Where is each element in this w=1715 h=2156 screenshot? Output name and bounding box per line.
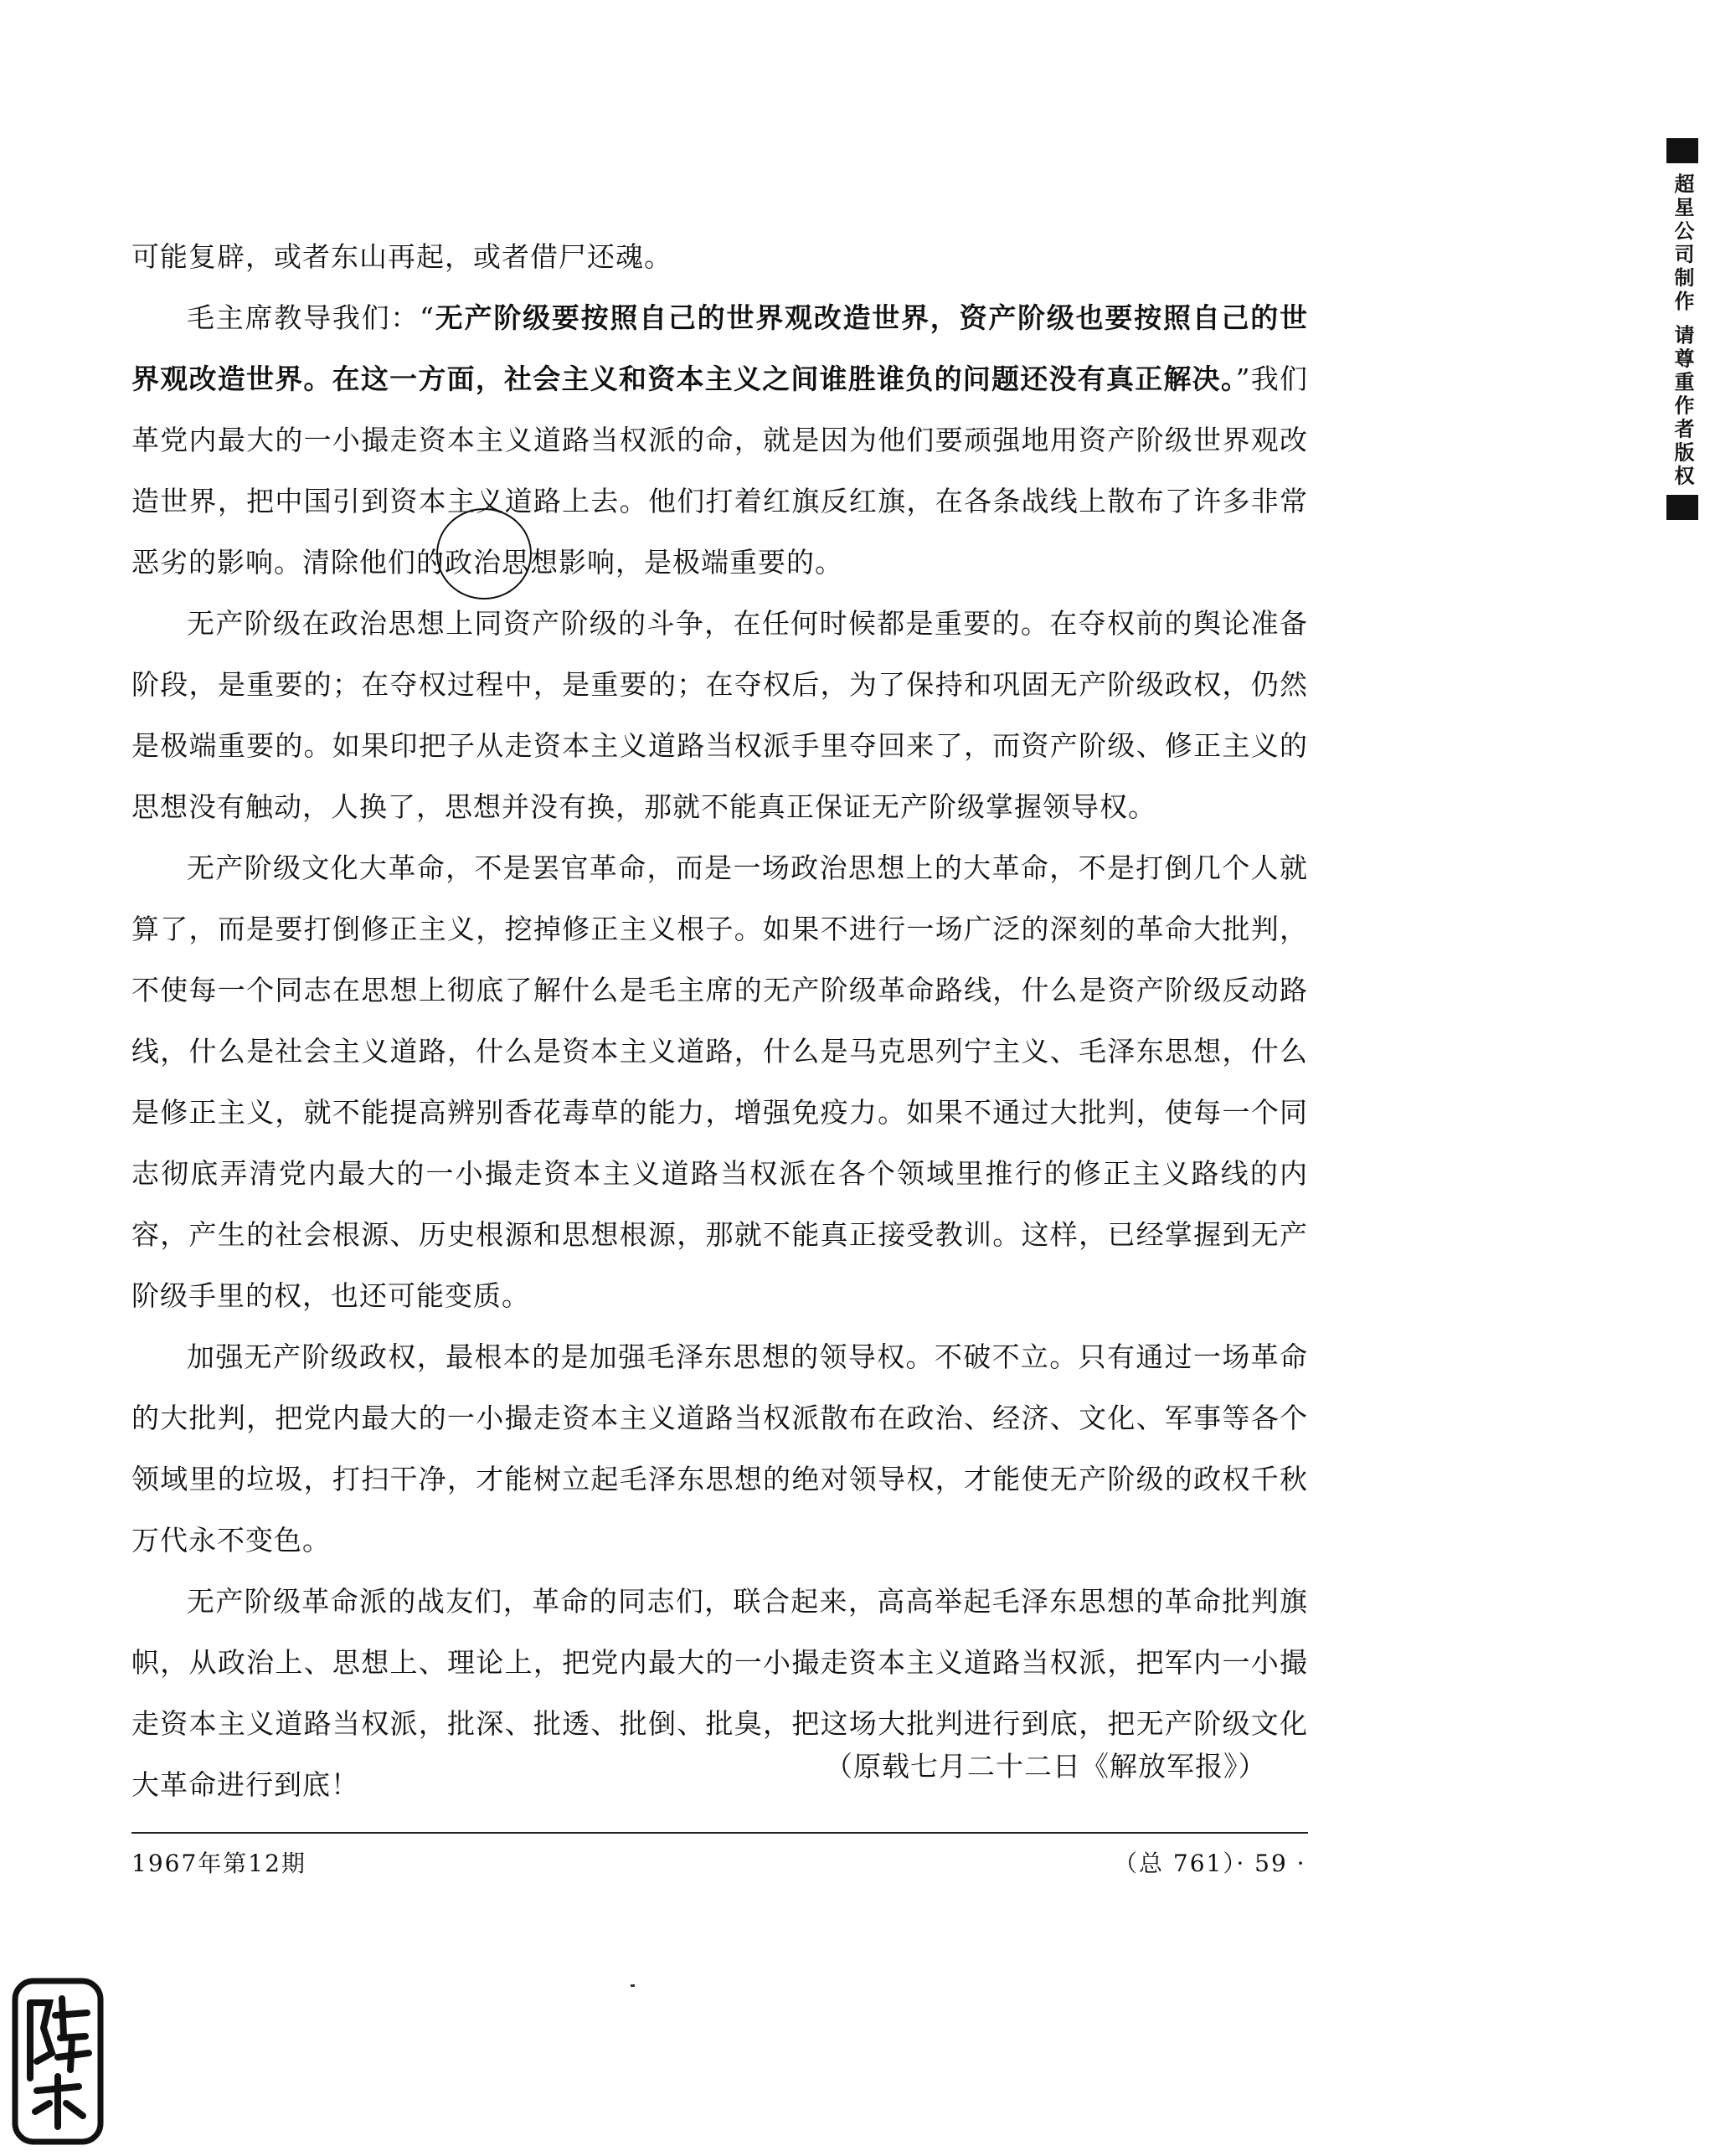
watermark-block-bottom — [1666, 495, 1698, 520]
paragraph: 加强无产阶级政权，最根本的是加强毛泽东思想的领导权。不破不立。只有通过一场革命的大批判，把党内最大的一小撮走资本主义道路当权派散布在政治、经济、文化、军事等各个领域里的垃圾，打扫干净，才能树立起毛泽东思想的绝对领导权，才能使无产阶级的政权千秋万代永不变色。 — [131, 1340, 1308, 1557]
source-note: （原载七月二十二日《解放军报》） — [825, 1750, 1267, 1783]
footer-issue: 1967年第12期 — [131, 1850, 306, 1877]
quote-rest: ”我们革党内最大的一小撮走资本主义道路当权派的命，就是因为他们要顽强地用资产阶级世界观改造世界，把中国引到资本主义道路上去。他们打着红旗反红旗，在各条战线上散布了许多非常恶劣的影响。清除他们的政治思想影响，是极端重要的。 — [131, 363, 1308, 579]
article-body — [131, 226, 1308, 1815]
paragraph: 无产阶级革命派的战友们，革命的同志们，联合起来，高高举起毛泽东思想的革命批判旗帜，从政治上、思想上、理论上，把党内最大的一小撮走资本主义道路当权派，把军内一小撮走资本主义道路当权派，批深、批透、批倒、批臭，把这场大批判进行到底，把无产阶级文化大革命进行到底！ — [131, 1585, 1308, 1801]
watermark-block-top — [1666, 138, 1698, 163]
paragraph: 无产阶级文化大革命，不是罢官革命，而是一场政治思想上的大革命，不是打倒几个人就算了，而是要打倒修正主义，挖掉修正主义根子。如果不进行一场广泛的深刻的革命大批判，不使每一个同志在思想上彻底了解什么是毛主席的无产阶级革命路线，什么是资产阶级反动路线，什么是社会主义道路，什么是资本主义道路，什么是马克思列宁主义、毛泽东思想，什么是修正主义，就不能提高辨别香花毒草的能力，增强免疫力。如果不通过大批判，使每一个同志彻底弄清党内最大的一小撮走资本主义道路当权派在各个领域里推行的修正主义路线的内容，产生的社会根源、历史根源和思想根源，那就不能真正接受教训。这样，已经掌握到无产阶级手里的权，也还可能变质。 — [131, 852, 1308, 1312]
scan-speck — [631, 1984, 635, 1987]
quotation-bold: 无产阶级要按照自己的世界观改造世界，资产阶级也要按照自己的世界观改造世界。在这一方面，社会主义和资本主义之间谁胜谁负的问题还没有真正解决。 — [131, 301, 1309, 395]
side-watermark — [1662, 138, 1702, 607]
paragraph: 可能复辟，或者东山再起，或者借尸还魂。 — [131, 240, 672, 273]
seal-stamp-icon — [12, 1978, 104, 2145]
quote-lead: 毛主席教导我们：“ — [187, 301, 435, 334]
footer-divider — [131, 1832, 1308, 1834]
footer-page-number: （总 761）· 59 · — [1114, 1850, 1306, 1877]
handwritten-circle-mark — [436, 508, 532, 599]
watermark-text: 超星公司制作 请尊重作者版权 — [1671, 173, 1694, 489]
paragraph: 无产阶级在政治思想上同资产阶级的斗争，在任何时候都是重要的。在夺权前的舆论准备阶段，是重要的；在夺权过程中，是重要的；在夺权后，为了保持和巩固无产阶级政权，仍然是极端重要的。如果印把子从走资本主义道路当权派手里夺回来了，而资产阶级、修正主义的思想没有触动，人换了，思想并没有换，那就不能真正保证无产阶级掌握领导权。 — [131, 607, 1308, 823]
paragraph-quote — [131, 287, 1308, 593]
